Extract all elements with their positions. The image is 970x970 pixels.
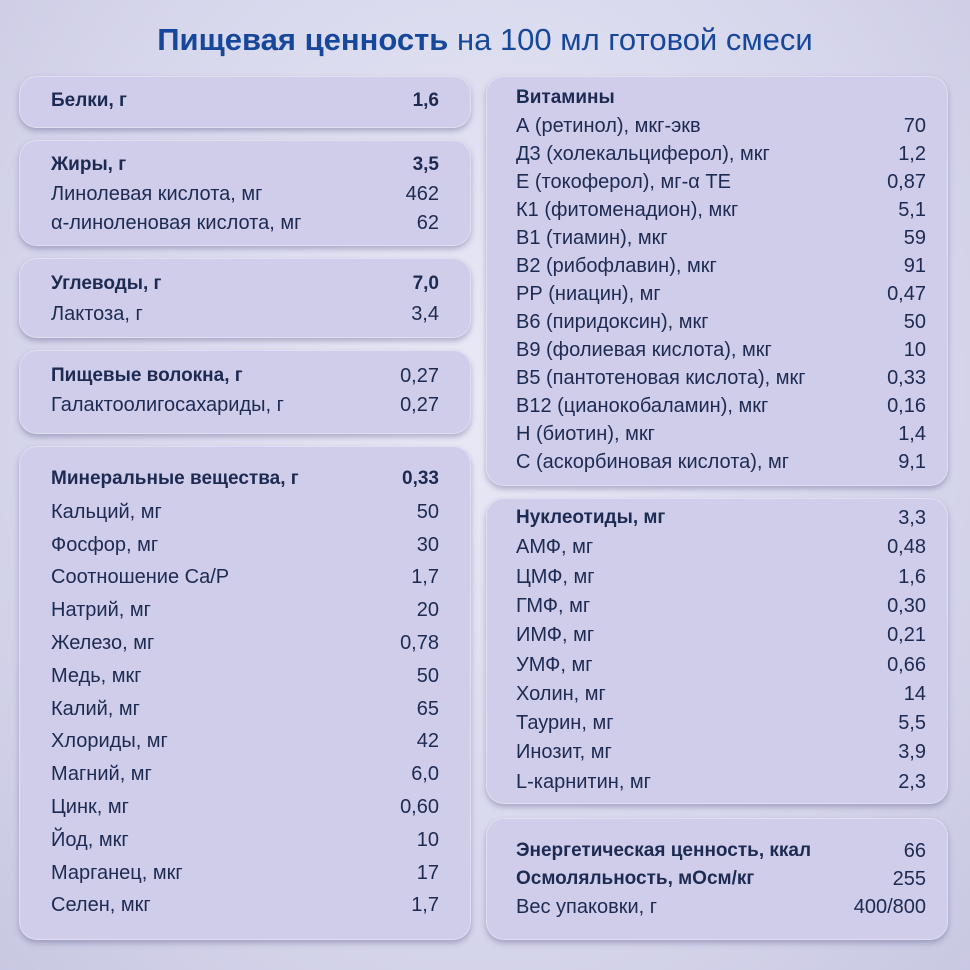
nutrient-label: А (ретинол), мкг-экв — [516, 115, 701, 137]
nutrient-label: В5 (пантотеновая кислота), мкг — [516, 367, 806, 389]
nutrient-label: Кальций, мг — [51, 500, 162, 523]
nutrient-row — [486, 503, 948, 533]
nutrient-value: 70 — [903, 115, 926, 137]
nutrient-label: Таурин, мг — [516, 712, 614, 735]
nutrient-row — [486, 363, 948, 393]
nutrient-row — [19, 726, 471, 756]
nutrient-value: 0,66 — [887, 653, 926, 676]
nucleotides-card — [486, 498, 948, 804]
nutrient-label: Натрий, мг — [51, 599, 151, 622]
nutrient-label: УМФ, мг — [516, 653, 593, 676]
nutrient-row — [19, 628, 471, 658]
nutrient-value: 30 — [416, 533, 439, 556]
energy-card — [486, 818, 948, 940]
nutrient-value: 3,3 — [898, 507, 926, 529]
nutrient-row — [486, 679, 948, 709]
nutrient-row — [19, 390, 471, 420]
nutrient-label: Е (токоферол), мг-α ТЕ — [516, 171, 731, 193]
nutrient-row — [19, 792, 471, 822]
fats-card — [19, 140, 471, 246]
nutrient-row — [486, 335, 948, 365]
nutrient-value: 0,33 — [887, 367, 926, 389]
nutrient-row — [486, 391, 948, 421]
nutrient-value: 65 — [416, 697, 439, 720]
nutrient-value: 9,1 — [898, 451, 926, 473]
nutrient-row — [19, 661, 471, 691]
nutrient-label: АМФ, мг — [516, 536, 594, 559]
nutrient-label: Йод, мкг — [51, 828, 129, 851]
nutrient-row — [486, 620, 948, 650]
nutrient-row — [486, 562, 948, 592]
page-title: Пищевая ценность на 100 мл готовой смеси — [157, 22, 813, 57]
nutrient-row — [19, 890, 471, 920]
nutrient-label: Фосфор, мг — [51, 533, 159, 556]
nutrient-row — [486, 167, 948, 197]
nutrient-row — [19, 464, 471, 494]
nutrient-label: В1 (тиамин), мкг — [516, 227, 668, 249]
nutrient-label: Лактоза, г — [51, 303, 143, 325]
protein-card — [19, 76, 471, 128]
nutrient-label: Д3 (холекальциферол), мкг — [516, 143, 770, 165]
nutrient-value: 14 — [903, 682, 926, 705]
nutrient-value: 0,47 — [887, 283, 926, 305]
nutrient-label: ЦМФ, мг — [516, 565, 595, 588]
nutrient-value: 59 — [903, 227, 926, 249]
nutrient-value: 50 — [416, 664, 439, 687]
nutrient-value: 66 — [903, 840, 926, 862]
nutrient-row — [486, 767, 948, 797]
nutrient-row — [486, 650, 948, 680]
nutrient-label: L-карнитин, мг — [516, 770, 651, 793]
nutrient-row — [486, 708, 948, 738]
nutrient-label: Хлориды, мг — [51, 730, 168, 753]
nutrient-row — [486, 447, 948, 477]
nutrient-label: Энергетическая ценность, ккал — [516, 840, 812, 861]
nutrient-row — [486, 419, 948, 449]
nutrient-row — [19, 562, 471, 592]
nutrient-row — [486, 307, 948, 337]
nutrient-row — [19, 208, 471, 238]
nutrient-value: 0,30 — [887, 594, 926, 617]
nutrient-value: 0,60 — [400, 796, 439, 818]
nutrient-label: Магний, мг — [51, 763, 152, 786]
nutrient-row — [486, 737, 948, 767]
nutrient-value: 3,4 — [411, 303, 439, 325]
vitamins-card — [486, 76, 948, 486]
nutrient-row — [486, 111, 948, 141]
nutrient-value: 1,6 — [898, 565, 926, 588]
nutrient-label: Цинк, мг — [51, 796, 129, 818]
nutrient-row — [19, 299, 471, 329]
nutrient-value: 0,16 — [887, 395, 926, 417]
nutrient-row — [19, 825, 471, 855]
nutrient-row — [19, 179, 471, 209]
nutrient-label: Соотношение Ca/P — [51, 566, 230, 589]
nutrient-label: Инозит, мг — [516, 741, 612, 764]
nutrient-label: Холин, мг — [516, 682, 606, 705]
nutrient-row — [19, 150, 471, 180]
nutrient-label: Жиры, г — [51, 154, 127, 175]
nutrient-value: 0,27 — [400, 365, 439, 387]
nutrient-row — [19, 759, 471, 789]
nutrient-value: 20 — [416, 599, 439, 622]
nutrient-row — [486, 532, 948, 562]
nutrient-row — [486, 279, 948, 309]
nutrient-row — [19, 694, 471, 724]
nutrient-label: Пищевые волокна, г — [51, 365, 243, 386]
nutrient-row — [19, 361, 471, 391]
nutrient-value: 91 — [903, 255, 926, 277]
nutrient-value: 0,33 — [402, 468, 439, 489]
nutrient-value: 0,48 — [887, 536, 926, 559]
nutrient-value: 3,9 — [898, 741, 926, 764]
nutrient-value: 50 — [903, 311, 926, 333]
nutrient-value: 0,78 — [400, 632, 439, 654]
nutrient-value: 0,87 — [887, 171, 926, 193]
nutrient-label: Н (биотин), мкг — [516, 423, 655, 445]
nutrient-label: Марганец, мкг — [51, 861, 183, 884]
nutrient-value: 400/800 — [853, 896, 926, 918]
nutrient-label: В2 (рибофлавин), мкг — [516, 255, 717, 277]
nutrient-value: 10 — [416, 828, 439, 851]
nutrient-label: α-линоленовая кислота, мг — [51, 212, 302, 234]
nutrient-label: Осмоляльность, мОсм/кг — [516, 868, 755, 889]
nutrient-label: В6 (пиридоксин), мкг — [516, 311, 709, 333]
nutrient-value: 1,7 — [411, 894, 439, 917]
nutrient-label: РР (ниацин), мг — [516, 283, 661, 305]
nutrient-row — [486, 223, 948, 253]
nutrient-label: ГМФ, мг — [516, 594, 591, 617]
nutrient-value: 0,27 — [400, 394, 439, 416]
nutrient-label: С (аскорбиновая кислота), мг — [516, 451, 790, 473]
minerals-card — [19, 446, 471, 940]
nutrient-value: 62 — [416, 212, 439, 234]
nutrient-value: 1,7 — [411, 566, 439, 589]
nutrient-label: Линолевая кислота, мг — [51, 183, 263, 205]
nutrient-value: 2,3 — [898, 770, 926, 793]
nutrient-label: Витамины — [516, 87, 615, 108]
nutrient-label: Калий, мг — [51, 697, 140, 720]
nutrient-label: ИМФ, мг — [516, 624, 595, 647]
nutrient-label: В12 (цианокобаламин), мкг — [516, 395, 769, 417]
nutrient-value: 1,4 — [898, 423, 926, 445]
nutrient-value: 255 — [892, 868, 926, 890]
nutrient-value: 5,5 — [898, 712, 926, 735]
nutrient-row — [486, 864, 948, 894]
nutrient-row — [19, 497, 471, 527]
carbs-card — [19, 258, 471, 338]
nutrient-value: 17 — [416, 861, 439, 884]
fiber-card — [19, 350, 471, 434]
nutrient-row — [486, 139, 948, 169]
nutrient-label: Минеральные вещества, г — [51, 468, 299, 489]
nutrient-row — [486, 892, 948, 922]
nutrient-row — [486, 83, 948, 113]
nutrient-row — [19, 858, 471, 888]
nutrient-row — [486, 836, 948, 866]
nutrient-value: 1,6 — [412, 90, 439, 111]
nutrient-value: 7,0 — [412, 273, 439, 294]
nutrient-label: В9 (фолиевая кислота), мкг — [516, 339, 772, 361]
nutrient-label: Железо, мг — [51, 632, 155, 654]
nutrient-row — [486, 591, 948, 621]
nutrient-value: 3,5 — [412, 154, 439, 175]
nutrient-row — [19, 530, 471, 560]
nutrient-value: 5,1 — [898, 199, 926, 221]
nutrient-value: 50 — [416, 500, 439, 523]
nutrient-row — [19, 86, 471, 116]
nutrient-value: 1,2 — [898, 143, 926, 165]
nutrient-label: К1 (фитоменадион), мкг — [516, 199, 739, 221]
nutrient-label: Белки, г — [51, 90, 127, 111]
nutrient-value: 0,21 — [887, 624, 926, 647]
nutrient-label: Медь, мкг — [51, 664, 142, 687]
nutrient-value: 42 — [416, 730, 439, 753]
nutrient-row — [19, 269, 471, 299]
nutrient-row — [19, 595, 471, 625]
nutrient-label: Галактоолигосахариды, г — [51, 394, 284, 416]
nutrient-label: Селен, мкг — [51, 894, 151, 917]
nutrient-label: Вес упаковки, г — [516, 896, 658, 918]
nutrient-label: Углеводы, г — [51, 273, 162, 294]
nutrient-value: 6,0 — [411, 763, 439, 786]
nutrient-value: 10 — [903, 339, 926, 361]
nutrient-row — [486, 251, 948, 281]
nutrient-value: 462 — [405, 183, 439, 205]
nutrient-row — [486, 195, 948, 225]
nutrient-label: Нуклеотиды, мг — [516, 507, 666, 528]
